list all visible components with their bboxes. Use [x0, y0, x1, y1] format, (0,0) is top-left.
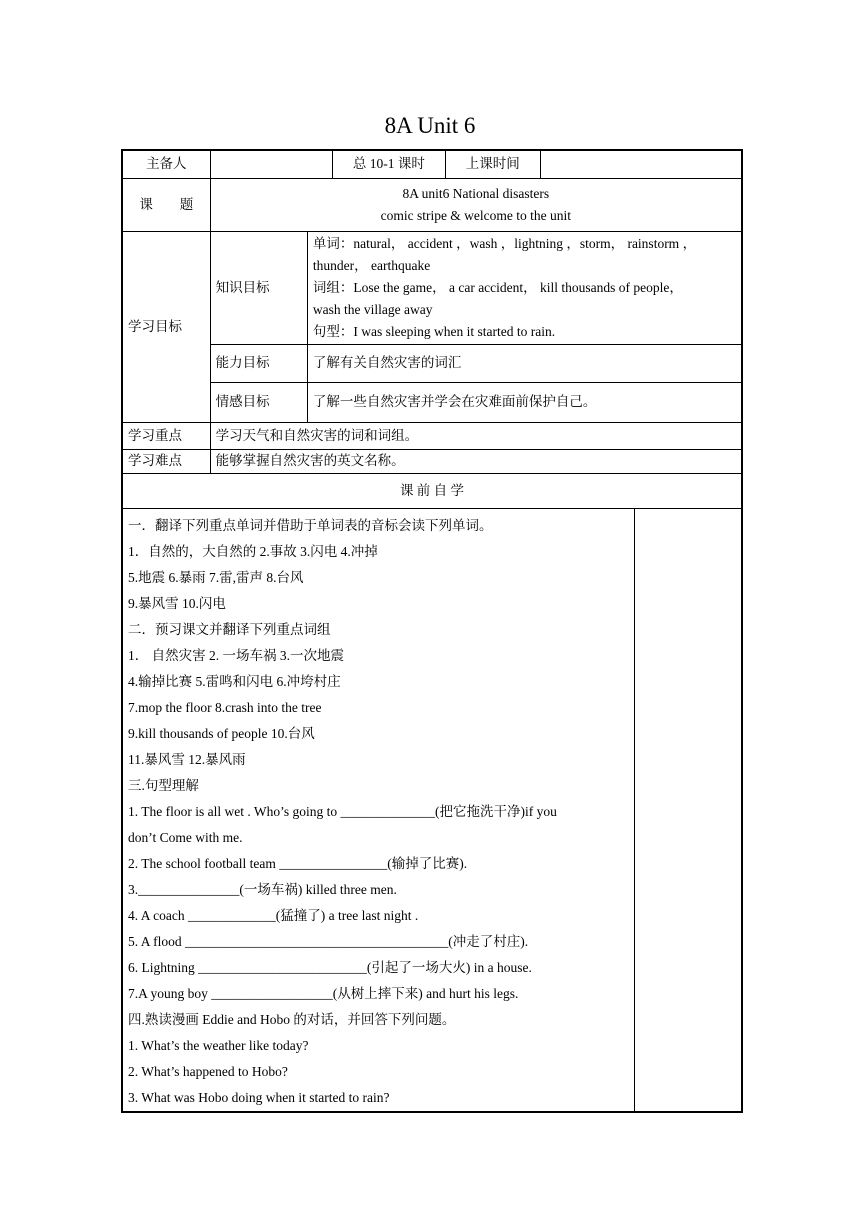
phrases-line-2: wash the village away — [312, 301, 433, 317]
self-study-line: 1. The floor is all wet . Who’s going to ______________(把它拖洗干净)if you — [128, 803, 557, 819]
objectives-label: 学习目标 — [122, 231, 210, 422]
page-title: 8A Unit 6 — [384, 113, 476, 138]
self-study-line: 三.句型理解 — [128, 777, 199, 793]
lesson-plan-table — [121, 149, 743, 1113]
self-study-line: 6. Lightning _________________________(引起了一场大火) in a house. — [128, 959, 532, 975]
sentence-line: 句型：I was sleeping when it started to rain. — [312, 323, 556, 339]
self-study-line: 1. What’s the weather like today? — [128, 1037, 309, 1053]
knowledge-content — [307, 231, 742, 344]
key-points-text: 学习天气和自然灾害的词和词组。 — [210, 422, 742, 449]
class-time-value — [540, 150, 742, 178]
notes-column — [635, 508, 742, 1112]
difficulties-text: 能够掌握自然灾害的英文名称。 — [210, 449, 742, 473]
class-time-label: 上课时间 — [445, 150, 540, 178]
topic-line-1: 8A unit6 National disasters — [402, 185, 550, 201]
self-study-line: 四.熟读漫画 Eddie and Hobo 的对话，并回答下列问题。 — [128, 1011, 456, 1027]
self-study-line: 3._______________(一场车祸) killed three men. — [128, 881, 397, 897]
emotion-text: 了解一些自然灾害并学会在灾难面前保护自己。 — [307, 382, 742, 422]
preparer-value — [210, 150, 333, 178]
ability-text: 了解有关自然灾害的词汇 — [307, 344, 742, 382]
self-study-line: 3. What was Hobo doing when it started to rain? — [128, 1089, 390, 1105]
self-study-line: 4.输掉比赛 5.雷鸣和闪电 6.冲垮村庄 — [128, 673, 341, 689]
self-study-line: 2. The school football team ________________(输掉了比赛). — [128, 855, 468, 871]
self-study-line: 2. What’s happened to Hobo? — [128, 1063, 288, 1079]
phrases-line-1: 词组：Lose the game， a car accident， kill thousands of people， — [312, 279, 683, 295]
period-label: 总 10-1 课时 — [333, 150, 445, 178]
self-study-heading: 课 前 自 学 — [122, 473, 742, 508]
self-study-line: 11.暴风雪 12.暴风雨 — [128, 751, 246, 767]
self-study-line: 二．预习课文并翻译下列重点词组 — [128, 621, 331, 637]
self-study-content — [122, 508, 635, 1112]
self-study-line: 一．翻译下列重点单词并借助于单词表的音标会读下列单词。 — [128, 517, 493, 533]
self-study-line: 5. A flood _______________________________________(冲走了村庄). — [128, 933, 529, 949]
topic-label: 课 题 — [122, 178, 210, 231]
topic-content — [210, 178, 742, 231]
preparer-label: 主备人 — [122, 150, 210, 178]
self-study-line: 9.暴风雪 10.闪电 — [128, 595, 226, 611]
key-points-label: 学习重点 — [122, 422, 210, 449]
self-study-line: 7.mop the floor 8.crash into the tree — [128, 699, 322, 715]
emotion-label: 情感目标 — [210, 382, 307, 422]
words-line-1: 单词：natural， accident ，wash ，lightning ，storm， rainstorm ， — [312, 235, 697, 251]
knowledge-label: 知识目标 — [210, 231, 307, 344]
topic-line-2: comic stripe & welcome to the unit — [380, 207, 572, 223]
ability-label: 能力目标 — [210, 344, 307, 382]
difficulties-label: 学习难点 — [122, 449, 210, 473]
self-study-line: 1．自然的，大自然的 2.事故 3.闪电 4.冲掉 — [128, 543, 378, 559]
self-study-line: don’t Come with me. — [128, 829, 243, 845]
words-line-2: thunder， earthquake — [312, 257, 431, 273]
self-study-line: 1． 自然灾害 2. 一场车祸 3.一次地震 — [128, 647, 344, 663]
self-study-line: 7.A young boy __________________(从树上摔下来) and hurt his legs. — [128, 985, 519, 1001]
self-study-line: 5.地震 6.暴雨 7.雷,雷声 8.台风 — [128, 569, 304, 585]
self-study-line: 4. A coach _____________(猛撞了) a tree last night . — [128, 907, 419, 923]
self-study-line: 9.kill thousands of people 10.台风 — [128, 725, 315, 741]
